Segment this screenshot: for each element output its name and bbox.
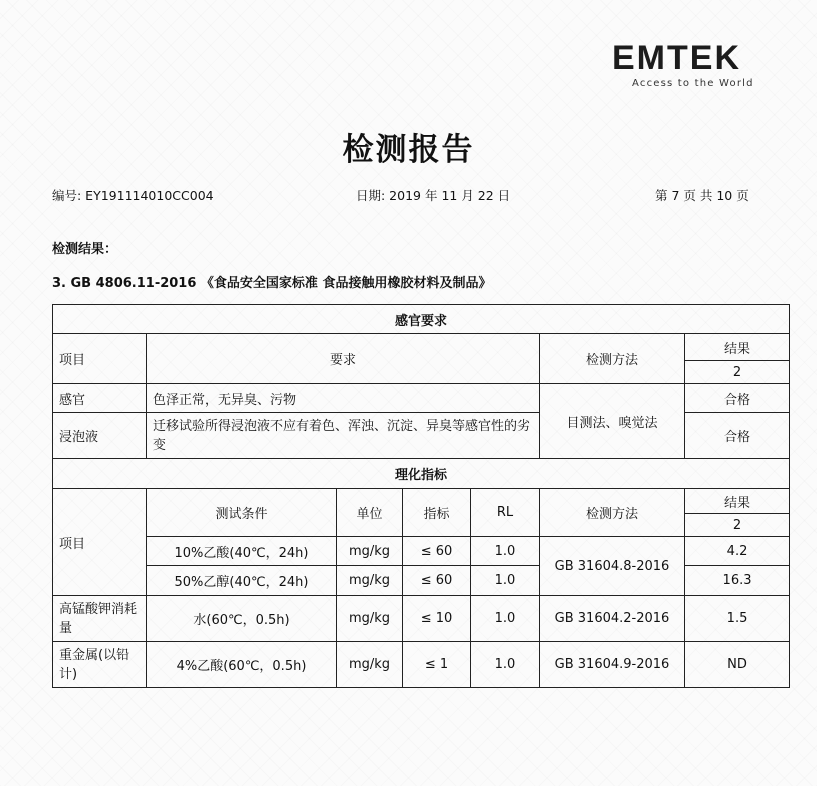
physchem-limit: ≤ 1 (403, 642, 471, 688)
physchem-method: GB 31604.9-2016 (540, 642, 685, 688)
sensory-col-requirement: 要求 (147, 334, 540, 384)
physchem-item: 高锰酸钾消耗量 (53, 596, 147, 642)
sensory-item: 感官 (53, 384, 147, 413)
physchem-limit: ≤ 60 (403, 566, 471, 596)
physchem-rl: 1.0 (471, 566, 540, 596)
physchem-unit: mg/kg (337, 537, 403, 566)
physchem-limit: ≤ 60 (403, 537, 471, 566)
emtek-logo (612, 40, 782, 89)
physchem-rl: 1.0 (471, 642, 540, 688)
results-table (52, 304, 790, 688)
physchem-col-rl: RL (471, 489, 540, 537)
physchem-rl: 1.0 (471, 596, 540, 642)
sensory-result-no: 2 (685, 361, 790, 384)
logo-tagline: Access to the World (632, 78, 754, 89)
sensory-col-item: 项目 (53, 334, 147, 384)
physchem-result-no: 2 (685, 514, 790, 537)
physchem-result: 1.5 (685, 596, 790, 642)
sensory-result: 合格 (685, 384, 790, 413)
sensory-item: 浸泡液 (53, 413, 147, 459)
report-number: 编号: EY191114010CC004 (52, 188, 214, 203)
physchem-unit: mg/kg (337, 642, 403, 688)
physchem-item: 重金属(以铅计) (53, 642, 147, 688)
physchem-method: GB 31604.8-2016 (540, 537, 685, 596)
physchem-result: ND (685, 642, 790, 688)
physchem-header: 理化指标 (53, 459, 790, 489)
physchem-method: GB 31604.2-2016 (540, 596, 685, 642)
physchem-condition: 4%乙酸(60℃，0.5h) (147, 642, 337, 688)
physchem-condition: 10%乙酸(40℃，24h) (147, 537, 337, 566)
physchem-col-result: 结果 (685, 489, 790, 514)
sensory-result: 合格 (685, 413, 790, 459)
page-indicator: 第 7 页 共 10 页 (655, 188, 749, 203)
page-title: 检测报告 (342, 132, 475, 168)
logo-wordmark: EMTEK (612, 39, 741, 77)
report-date: 日期: 2019 年 11 月 22 日 (356, 188, 511, 203)
physchem-condition: 水(60℃，0.5h) (147, 596, 337, 642)
physchem-rl: 1.0 (471, 537, 540, 566)
physchem-col-limit: 指标 (403, 489, 471, 537)
sensory-col-result: 结果 (685, 334, 790, 361)
physchem-unit: mg/kg (337, 566, 403, 596)
sensory-requirement: 迁移试验所得浸泡液不应有着色、浑浊、沉淀、异臭等感官性的劣变 (147, 413, 540, 459)
physchem-condition: 50%乙醇(40℃，24h) (147, 566, 337, 596)
sensory-method: 目测法、嗅觉法 (540, 384, 685, 459)
physchem-col-method: 检测方法 (540, 489, 685, 537)
sensory-header: 感官要求 (53, 305, 790, 334)
physchem-limit: ≤ 10 (403, 596, 471, 642)
physchem-col-unit: 单位 (337, 489, 403, 537)
physchem-col-condition: 测试条件 (147, 489, 337, 537)
section-label: 检测结果： (52, 242, 118, 257)
physchem-result: 4.2 (685, 537, 790, 566)
sensory-col-method: 检测方法 (540, 334, 685, 384)
physchem-unit: mg/kg (337, 596, 403, 642)
physchem-col-item: 项目 (53, 489, 147, 596)
physchem-result: 16.3 (685, 566, 790, 596)
standard-heading: 3. GB 4806.11-2016 《食品安全国家标准 食品接触用橡胶材料及制品》 (52, 276, 492, 291)
sensory-requirement: 色泽正常，无异臭、污物 (147, 384, 540, 413)
